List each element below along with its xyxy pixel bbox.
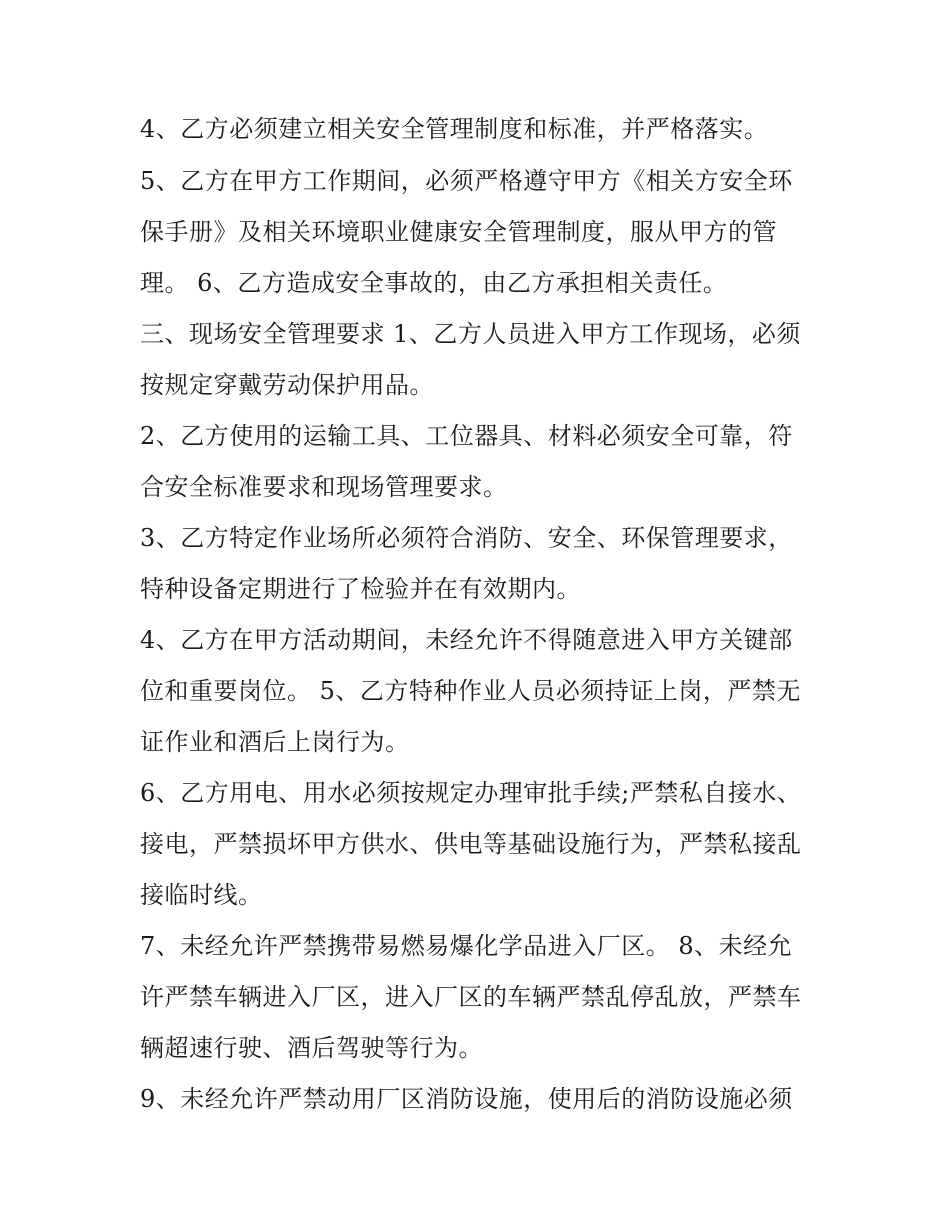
text-line: 5、乙方在甲方工作期间，必须严格遵守甲方《相关方安全环 xyxy=(140,167,793,195)
text-line: 按规定穿戴劳动保护用品。 xyxy=(140,371,434,399)
text-line: 4、乙方必须建立相关安全管理制度和标准，并严格落实。 xyxy=(140,115,769,143)
text-line: 辆超速行驶、酒后驾驶等行为。 xyxy=(140,1034,483,1062)
text-line: 位和重要岗位。 5、乙方特种作业人员必须持证上岗，严禁无 xyxy=(140,677,801,705)
text-line: 证作业和酒后上岗行为。 xyxy=(140,728,410,756)
text-line: 三、现场安全管理要求 1、乙方人员进入甲方工作现场，必须 xyxy=(140,320,801,348)
text-line: 7、未经允许严禁携带易燃易爆化学品进入厂区。 8、未经允 xyxy=(140,932,793,960)
text-line: 理。 6、乙方造成安全事故的，由乙方承担相关责任。 xyxy=(140,269,728,297)
text-line: 接电，严禁损坏甲方供水、供电等基础设施行为，严禁私接乱 xyxy=(140,830,802,858)
text-line: 6、乙方用电、用水必须按规定办理审批手续;严禁私自接水、 xyxy=(140,779,802,807)
text-line: 4、乙方在甲方活动期间，未经允许不得随意进入甲方关键部 xyxy=(140,626,793,654)
text-line: 许严禁车辆进入厂区，进入厂区的车辆严禁乱停乱放，严禁车 xyxy=(140,983,802,1011)
text-line: 保手册》及相关环境职业健康安全管理制度，服从甲方的管 xyxy=(140,218,777,246)
text-line: 2、乙方使用的运输工具、工位器具、材料必须安全可靠，符 xyxy=(140,422,793,450)
text-line: 9、未经允许严禁动用厂区消防设施，使用后的消防设施必须 xyxy=(140,1085,793,1113)
text-line: 特种设备定期进行了检验并在有效期内。 xyxy=(140,575,581,603)
text-line: 合安全标准要求和现场管理要求。 xyxy=(140,473,508,501)
text-line: 3、乙方特定作业场所必须符合消防、安全、环保管理要求， xyxy=(140,524,793,552)
text-line: 接临时线。 xyxy=(140,881,263,909)
